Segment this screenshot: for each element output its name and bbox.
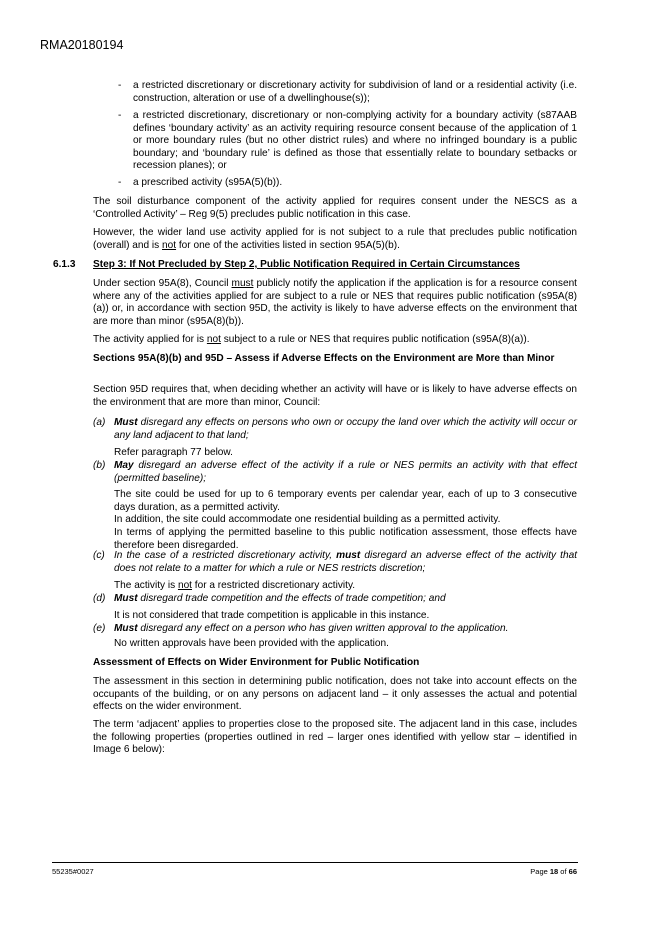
subheading-wider-environment: Assessment of Effects on Wider Environment for Public Notification xyxy=(93,657,420,668)
subheading-sections-95d: Sections 95A(8)(b) and 95D – Assess if Adverse Effects on the Environment are More than Minor xyxy=(93,353,555,364)
list-label: (c) xyxy=(93,550,105,561)
section-number: 6.1.3 xyxy=(53,259,76,270)
list-note: No written approvals have been provided with the application. xyxy=(114,638,389,649)
paragraph-section-95a8: Under section 95A(8), Council must publicly notify the application if the application is for a resource consent where any of the activities applied for are subject to a rule or NES that requires public notification (s95A(8)(a)) or, in accordance with section 95D, the activity is likely to have adverse effects on the environment that are more than minor (s95A(8)(b)). xyxy=(93,278,577,327)
paragraph-adjacent: The term ‘adjacent’ applies to properties close to the proposed site. The adjacent land in this case, includes the following properties (properties outlined in red – larger ones identified with yellow star – identified in Image 6 below): xyxy=(93,719,577,756)
list-note: The site could be used for up to 6 temporary events per calendar year, each of up to 3 consecutive days duration, as a permitted activity. xyxy=(114,489,577,513)
paragraph-wider-environment: The assessment in this section in determining public notification, does not take into account effects on the occupants of the building, or on any persons on adjacent land – it only assesses the actual and potential effects on the wider environment. xyxy=(93,676,577,713)
list-note: The activity is not for a restricted discretionary activity. xyxy=(114,580,356,591)
list-label: (a) xyxy=(93,417,106,428)
list-note: It is not considered that trade competition is applicable in this instance. xyxy=(114,610,430,621)
paragraph-not-subject: The activity applied for is not subject to a rule or NES that requires public notification (s95A(8)(a)). xyxy=(93,334,530,345)
list-note: In addition, the site could accommodate one residential building as a permitted activity. xyxy=(114,514,501,525)
bullet-dash: - xyxy=(118,80,122,91)
list-item-e: Must disregard any effect on a person who has given written approval to the application. xyxy=(114,623,509,634)
list-label: (b) xyxy=(93,460,106,471)
footer-divider xyxy=(52,862,578,863)
paragraph-section-95d: Section 95D requires that, when deciding whether an activity will have or is likely to have adverse effects on the environment that are more than minor, Council: xyxy=(93,384,577,408)
list-item-c: In the case of a restricted discretionary activity, must disregard an adverse effect of the activity that does not relate to a matter for which a rule or NES restricts discretion; xyxy=(114,550,577,574)
page-number: Page 18 of 66 xyxy=(530,867,577,876)
bullet-dash: - xyxy=(118,177,122,188)
list-note: Refer paragraph 77 below. xyxy=(114,447,233,458)
document-reference: RMA20180194 xyxy=(40,38,124,52)
bullet-item: a restricted discretionary or discretionary activity for subdivision of land or a residential activity (i.e. construction, alteration or use of a dwellinghouse(s)); xyxy=(133,80,577,104)
paragraph-soil-disturbance: The soil disturbance component of the activity applied for requires consent under the NESCS as a ‘Controlled Activity’ – Reg 9(5) precludes public notification in this case. xyxy=(93,196,577,220)
list-item-d: Must disregard trade competition and the effects of trade competition; and xyxy=(114,593,446,604)
list-label: (d) xyxy=(93,593,106,604)
bullet-dash: - xyxy=(118,110,122,121)
list-item-a: Must disregard any effects on persons who own or occupy the land over which the activity will occur or any land adjacent to that land; xyxy=(114,417,577,441)
list-item-b: May disregard an adverse effect of the activity if a rule or NES permits an activity with that effect (permitted baseline); xyxy=(114,460,577,484)
section-title: Step 3: If Not Precluded by Step 2, Public Notification Required in Certain Circumstances xyxy=(93,259,520,270)
bullet-item: a restricted discretionary, discretionary or non-complying activity for a boundary activity (s87AAB defines ‘boundary activity’ as an activity requiring resource consent because of the application of 1 or more boundary rules (but no other district rules) and where no infringed boundary is a public boundary; and ‘boundary rule’ is defined as those that essentially relate to boundary setbacks or recession planes); or xyxy=(133,110,577,172)
list-note: In terms of applying the permitted baseline to this public notification assessment, those effects have therefore been disregarded. xyxy=(114,527,577,551)
bullet-item: a prescribed activity (s95A(5)(b)). xyxy=(133,177,283,188)
footer-doc-id: 55235#0027 xyxy=(52,867,94,876)
list-label: (e) xyxy=(93,623,106,634)
paragraph-wider-land-use: However, the wider land use activity applied for is not subject to a rule that precludes public notification (overall) and is not for one of the activities listed in section 95A(5)(b). xyxy=(93,227,577,251)
